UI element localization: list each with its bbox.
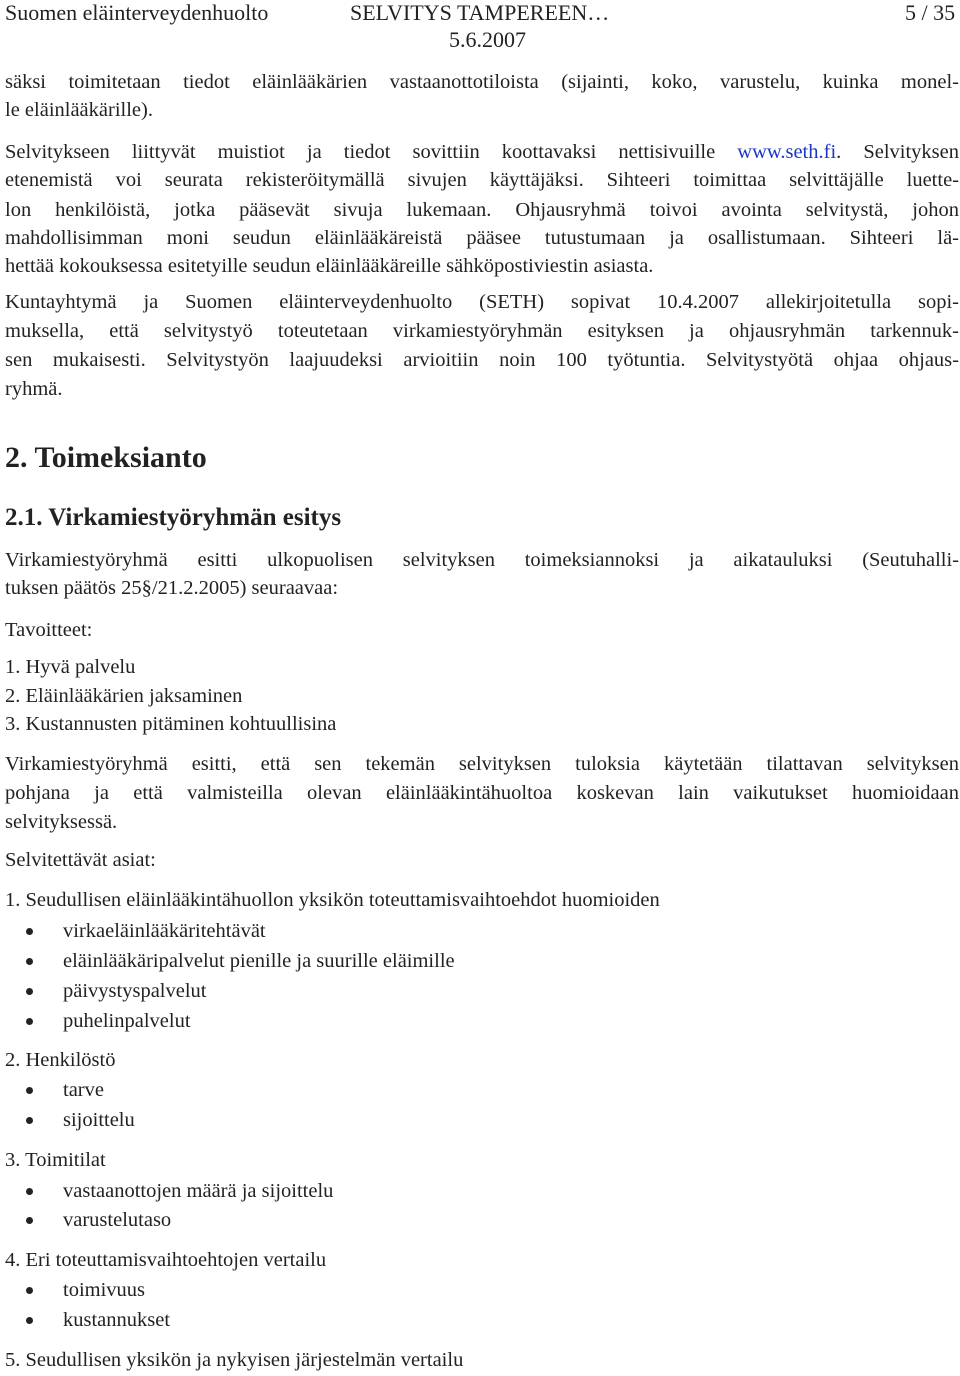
- bullet-icon: [26, 1018, 33, 1025]
- topic-bullet: virkaeläinlääkäritehtävät: [63, 920, 266, 942]
- bullet-icon: [26, 928, 33, 935]
- section-heading: 2. Toimeksianto: [5, 441, 207, 474]
- paragraph-line: tuksen päätös 25§/21.2.2005) seuraavaa:: [5, 577, 339, 599]
- topic-bullet: päivystyspalvelut: [63, 980, 207, 1002]
- paragraph-line: etenemistä voi seurata rekisteröitymällä sivujen käyttäjäksi. Sihteeri toimittaa selvittäjälle luette-: [5, 169, 959, 191]
- paragraph-line: ryhmä.: [5, 378, 63, 400]
- seth-website-link[interactable]: www.seth.fi: [737, 141, 837, 163]
- paragraph-line: sen mukaisesti. Selvitystyön laajuudeksi arvioitiin noin 100 työtuntia. Selvitystyötä ohjaa ohjaus-: [5, 349, 959, 371]
- bullet-icon: [26, 1117, 33, 1124]
- goal-item: 2. Eläinlääkärien jaksaminen: [5, 685, 243, 707]
- paragraph-line: mahdollisimman moni seudun eläinlääkäreistä pääsee tutustumaan ja osallistumaan. Sihteeri lä-: [5, 227, 959, 249]
- topic-title: 3. Toimitilat: [5, 1149, 106, 1171]
- bullet-icon: [26, 1317, 33, 1324]
- bullet-icon: [26, 988, 33, 995]
- subsection-heading: 2.1. Virkamiestyöryhmän esitys: [5, 504, 342, 531]
- paragraph-line: Selvitykseen liittyvät muistiot ja tiedot sovittiin koottavaksi nettisivuille www.seth.fi. Selvityksen: [5, 141, 960, 163]
- paragraph-line: hettää kokouksessa esitetyille seudun eläinlääkäreille sähköpostiviestin asiasta.: [5, 255, 654, 277]
- bullet-icon: [26, 958, 33, 965]
- topic-bullet: toimivuus: [63, 1279, 146, 1301]
- header-doc-title: SELVITYS TAMPEREEN…: [350, 0, 610, 25]
- bullet-icon: [26, 1087, 33, 1094]
- paragraph-line: Virkamiestyöryhmä esitti, että sen tekemän selvityksen tuloksia käytetään tilattavan selvityksen: [5, 753, 959, 775]
- paragraph-line: säksi toimitetaan tiedot eläinlääkärien vastaanottotiloista (sijainti, koko, varustelu, kuinka monel-: [5, 71, 959, 93]
- topic-bullet: vastaanottojen määrä ja sijoittelu: [63, 1180, 334, 1202]
- topic-bullet: sijoittelu: [63, 1109, 135, 1131]
- paragraph-line: Kuntayhtymä ja Suomen eläinterveydenhuolto (SETH) sopivat 10.4.2007 allekirjoitetulla sopi-: [5, 291, 959, 313]
- topics-label: Selvitettävät asiat:: [5, 849, 156, 871]
- paragraph-line: pohjana ja että valmisteilla olevan eläinlääkintähuoltoa koskevan lain vaikutukset huomioidaan: [5, 782, 959, 804]
- header-page-indicator: 5 / 35: [905, 0, 956, 25]
- topic-title: 1. Seudullisen eläinlääkintähuollon yksikön toteuttamisvaihtoehdot huomioiden: [5, 889, 660, 911]
- paragraph-line: selvityksessä.: [5, 811, 118, 833]
- topic-bullet: puhelinpalvelut: [63, 1010, 191, 1032]
- paragraph-line: lon henkilöistä, jotka pääsevät sivuja lukemaan. Ohjausryhmä toivoi avointa selvitystä, johon: [5, 199, 959, 221]
- topic-bullet: varustelutaso: [63, 1209, 172, 1231]
- topic-title: 4. Eri toteuttamisvaihtoehtojen vertailu: [5, 1249, 327, 1271]
- topic-bullet: eläinlääkäripalvelut pienille ja suurille eläimille: [63, 950, 455, 972]
- bullet-icon: [26, 1287, 33, 1294]
- header-organization: Suomen eläinterveydenhuolto: [5, 0, 269, 25]
- goal-item: 1. Hyvä palvelu: [5, 656, 136, 678]
- paragraph-line: Virkamiestyöryhmä esitti ulkopuolisen selvityksen toimeksiannoksi ja aikatauluksi (Seutuhalli-: [5, 549, 959, 571]
- goal-item: 3. Kustannusten pitäminen kohtuullisina: [5, 713, 337, 735]
- topic-bullet: tarve: [63, 1079, 104, 1101]
- topic-title: 2. Henkilöstö: [5, 1049, 116, 1071]
- paragraph-line: muksella, että selvitystyö toteutetaan virkamiestyöryhmän esityksen ja ohjausryhmän tarkennuk-: [5, 320, 959, 342]
- bullet-icon: [26, 1217, 33, 1224]
- topic-title: 5. Seudullisen yksikön ja nykyisen järjestelmän vertailu: [5, 1349, 464, 1371]
- paragraph-line: le eläinlääkärille).: [5, 99, 153, 121]
- goals-label: Tavoitteet:: [5, 619, 93, 641]
- topic-bullet: kustannukset: [63, 1309, 171, 1331]
- bullet-icon: [26, 1188, 33, 1195]
- header-date: 5.6.2007: [449, 27, 526, 52]
